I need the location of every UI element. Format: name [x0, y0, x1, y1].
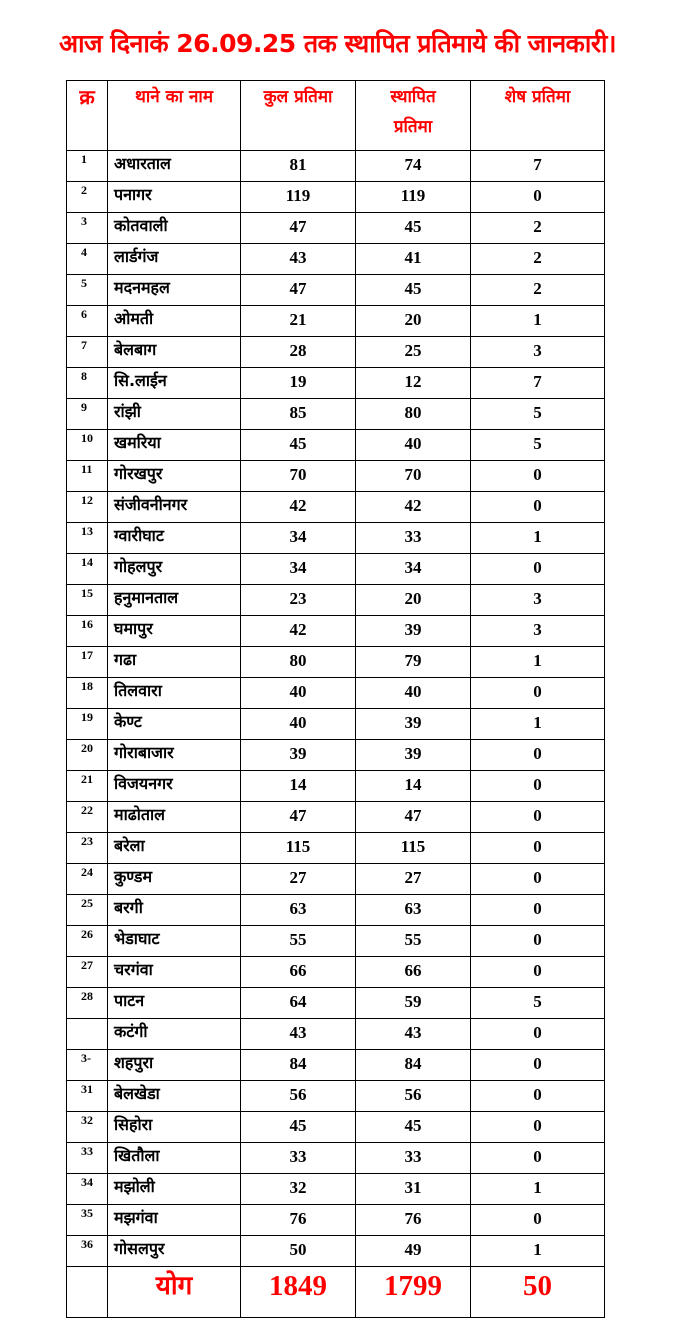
table-row — [67, 926, 605, 957]
table-row — [67, 616, 605, 647]
serial-cell: 4 — [67, 244, 108, 275]
serial-cell: 26 — [67, 926, 108, 957]
serial-cell: 16 — [67, 616, 108, 647]
serial-cell: 8 — [67, 368, 108, 399]
table-row — [67, 709, 605, 740]
serial-cell — [67, 1019, 108, 1050]
installed-cell: 119 — [356, 182, 471, 213]
serial-cell: 3- — [67, 1050, 108, 1081]
header-installed-line1: स्थापित — [390, 87, 436, 107]
total-cell: 45 — [241, 1112, 356, 1143]
table-row — [67, 771, 605, 802]
total-cell: 55 — [241, 926, 356, 957]
remaining-cell: 1 — [471, 523, 605, 554]
station-name-cell: रांझी — [108, 399, 241, 430]
remaining-cell: 0 — [471, 740, 605, 771]
serial-cell: 9 — [67, 399, 108, 430]
installed-cell: 49 — [356, 1236, 471, 1267]
station-name-cell: चरगंवा — [108, 957, 241, 988]
total-cell: 14 — [241, 771, 356, 802]
total-cell: 85 — [241, 399, 356, 430]
installed-cell: 47 — [356, 802, 471, 833]
installed-cell: 40 — [356, 678, 471, 709]
total-cell: 81 — [241, 151, 356, 182]
installed-cell: 31 — [356, 1174, 471, 1205]
remaining-cell: 0 — [471, 1019, 605, 1050]
total-cell: 47 — [241, 802, 356, 833]
table-row — [67, 368, 605, 399]
table-row — [67, 895, 605, 926]
station-name-cell: ग्वारीघाट — [108, 523, 241, 554]
installed-cell: 79 — [356, 647, 471, 678]
installed-cell: 27 — [356, 864, 471, 895]
total-sum: 1849 — [241, 1267, 356, 1318]
remaining-cell: 0 — [471, 1081, 605, 1112]
station-name-cell: बेलखेडा — [108, 1081, 241, 1112]
remaining-cell: 7 — [471, 368, 605, 399]
total-cell: 47 — [241, 213, 356, 244]
total-serial-cell — [67, 1267, 108, 1318]
page-title: आज दिनाकं 26.09.25 तक स्थापित प्रतिमाये की जानकारी। — [58, 29, 617, 58]
installed-cell: 45 — [356, 275, 471, 306]
total-cell: 47 — [241, 275, 356, 306]
station-name-cell: ओमती — [108, 306, 241, 337]
serial-cell: 24 — [67, 864, 108, 895]
station-name-cell: कोतवाली — [108, 213, 241, 244]
serial-cell: 17 — [67, 647, 108, 678]
station-name-cell: बेलबाग — [108, 337, 241, 368]
remaining-cell: 2 — [471, 275, 605, 306]
table-row — [67, 399, 605, 430]
serial-cell: 23 — [67, 833, 108, 864]
table-row — [67, 523, 605, 554]
installed-cell: 55 — [356, 926, 471, 957]
total-cell: 64 — [241, 988, 356, 1019]
station-name-cell: गोहलपुर — [108, 554, 241, 585]
header-installed-line2: प्रतिमा — [393, 117, 433, 137]
table-row — [67, 151, 605, 182]
serial-cell: 22 — [67, 802, 108, 833]
table-row — [67, 1205, 605, 1236]
remaining-cell: 1 — [471, 647, 605, 678]
serial-cell: 19 — [67, 709, 108, 740]
table-row — [67, 1236, 605, 1267]
installed-cell: 20 — [356, 585, 471, 616]
total-cell: 40 — [241, 678, 356, 709]
station-name-cell: मझगंवा — [108, 1205, 241, 1236]
total-cell: 84 — [241, 1050, 356, 1081]
remaining-cell: 0 — [471, 833, 605, 864]
table-row — [67, 430, 605, 461]
station-name-cell: गोराबाजार — [108, 740, 241, 771]
table-row — [67, 585, 605, 616]
serial-cell: 6 — [67, 306, 108, 337]
table-header — [67, 81, 605, 151]
total-cell: 70 — [241, 461, 356, 492]
table-row — [67, 833, 605, 864]
table-row — [67, 1050, 605, 1081]
remaining-cell: 3 — [471, 585, 605, 616]
installed-cell: 59 — [356, 988, 471, 1019]
remaining-cell: 0 — [471, 771, 605, 802]
remaining-cell: 0 — [471, 1112, 605, 1143]
total-cell: 43 — [241, 1019, 356, 1050]
remaining-cell: 0 — [471, 554, 605, 585]
installed-cell: 20 — [356, 306, 471, 337]
serial-cell: 12 — [67, 492, 108, 523]
serial-cell: 27 — [67, 957, 108, 988]
station-name-cell: बरेला — [108, 833, 241, 864]
installed-cell: 76 — [356, 1205, 471, 1236]
remaining-cell: 0 — [471, 461, 605, 492]
serial-cell: 34 — [67, 1174, 108, 1205]
total-cell: 76 — [241, 1205, 356, 1236]
table-row — [67, 182, 605, 213]
installed-cell: 33 — [356, 523, 471, 554]
table-row — [67, 306, 605, 337]
station-name-cell: केण्ट — [108, 709, 241, 740]
table-row — [67, 492, 605, 523]
installed-cell: 56 — [356, 1081, 471, 1112]
remaining-cell: 0 — [471, 926, 605, 957]
header-serial: क्र — [67, 81, 108, 151]
remaining-cell: 1 — [471, 1236, 605, 1267]
station-name-cell: लार्डगंज — [108, 244, 241, 275]
serial-cell: 15 — [67, 585, 108, 616]
station-name-cell: घमापुर — [108, 616, 241, 647]
remaining-cell: 1 — [471, 1174, 605, 1205]
remaining-cell: 0 — [471, 1050, 605, 1081]
remaining-cell: 3 — [471, 337, 605, 368]
installed-cell: 45 — [356, 213, 471, 244]
serial-cell: 36 — [67, 1236, 108, 1267]
serial-cell: 7 — [67, 337, 108, 368]
table-row — [67, 244, 605, 275]
table-row — [67, 647, 605, 678]
installed-cell: 115 — [356, 833, 471, 864]
total-cell: 19 — [241, 368, 356, 399]
remaining-cell: 0 — [471, 802, 605, 833]
header-remaining-idols: शेष प्रतिमा — [471, 81, 605, 151]
station-name-cell: अधारताल — [108, 151, 241, 182]
remaining-cell: 0 — [471, 957, 605, 988]
header-row — [67, 81, 605, 151]
station-name-cell: गोसलपुर — [108, 1236, 241, 1267]
table-row — [67, 802, 605, 833]
total-cell: 115 — [241, 833, 356, 864]
station-name-cell: पनागर — [108, 182, 241, 213]
table-row — [67, 1174, 605, 1205]
total-cell: 27 — [241, 864, 356, 895]
installed-sum: 1799 — [356, 1267, 471, 1318]
total-cell: 23 — [241, 585, 356, 616]
total-cell: 40 — [241, 709, 356, 740]
serial-cell: 13 — [67, 523, 108, 554]
remaining-cell: 0 — [471, 895, 605, 926]
remaining-cell: 0 — [471, 182, 605, 213]
total-cell: 42 — [241, 492, 356, 523]
table-row — [67, 1019, 605, 1050]
total-row — [67, 1267, 605, 1318]
serial-cell: 10 — [67, 430, 108, 461]
installed-cell: 14 — [356, 771, 471, 802]
table-row — [67, 1143, 605, 1174]
table-row — [67, 1081, 605, 1112]
table-row — [67, 275, 605, 306]
installed-cell: 25 — [356, 337, 471, 368]
table-footer — [67, 1267, 605, 1318]
serial-cell: 11 — [67, 461, 108, 492]
installed-cell: 39 — [356, 709, 471, 740]
table-row — [67, 554, 605, 585]
remaining-cell: 0 — [471, 1205, 605, 1236]
installed-cell: 39 — [356, 616, 471, 647]
installed-cell: 40 — [356, 430, 471, 461]
station-name-cell: सि.लाईन — [108, 368, 241, 399]
serial-cell: 18 — [67, 678, 108, 709]
total-cell: 21 — [241, 306, 356, 337]
station-name-cell: खितौला — [108, 1143, 241, 1174]
serial-cell: 3 — [67, 213, 108, 244]
total-cell: 39 — [241, 740, 356, 771]
total-cell: 56 — [241, 1081, 356, 1112]
table-row — [67, 957, 605, 988]
station-name-cell: मदनमहल — [108, 275, 241, 306]
remaining-cell: 0 — [471, 678, 605, 709]
remaining-cell: 0 — [471, 864, 605, 895]
serial-cell: 1 — [67, 151, 108, 182]
table-body — [67, 151, 605, 1267]
installed-cell: 33 — [356, 1143, 471, 1174]
installed-cell: 34 — [356, 554, 471, 585]
serial-cell: 35 — [67, 1205, 108, 1236]
installed-cell: 39 — [356, 740, 471, 771]
remaining-cell: 0 — [471, 492, 605, 523]
station-name-cell: मझोली — [108, 1174, 241, 1205]
total-cell: 80 — [241, 647, 356, 678]
idol-installation-table — [66, 80, 605, 1318]
total-cell: 119 — [241, 182, 356, 213]
total-cell: 43 — [241, 244, 356, 275]
table-row — [67, 678, 605, 709]
serial-cell: 33 — [67, 1143, 108, 1174]
station-name-cell: बरगी — [108, 895, 241, 926]
serial-cell: 21 — [67, 771, 108, 802]
remaining-cell: 0 — [471, 1143, 605, 1174]
station-name-cell: सिहोरा — [108, 1112, 241, 1143]
station-name-cell: गोरखपुर — [108, 461, 241, 492]
serial-cell: 20 — [67, 740, 108, 771]
remaining-cell: 1 — [471, 306, 605, 337]
serial-cell: 28 — [67, 988, 108, 1019]
station-name-cell: कटंगी — [108, 1019, 241, 1050]
total-label: योग — [108, 1267, 241, 1318]
table-row — [67, 988, 605, 1019]
remaining-cell: 5 — [471, 430, 605, 461]
installed-cell: 84 — [356, 1050, 471, 1081]
remaining-cell: 2 — [471, 213, 605, 244]
total-cell: 42 — [241, 616, 356, 647]
header-station-name: थाने का नाम — [108, 81, 241, 151]
station-name-cell: भेडाघाट — [108, 926, 241, 957]
station-name-cell: माढोताल — [108, 802, 241, 833]
serial-cell: 25 — [67, 895, 108, 926]
installed-cell: 42 — [356, 492, 471, 523]
remaining-cell: 3 — [471, 616, 605, 647]
installed-cell: 63 — [356, 895, 471, 926]
remaining-sum: 50 — [471, 1267, 605, 1318]
table-row — [67, 864, 605, 895]
remaining-cell: 5 — [471, 399, 605, 430]
header-total-idols: कुल प्रतिमा — [241, 81, 356, 151]
table-row — [67, 337, 605, 368]
table-row — [67, 740, 605, 771]
installed-cell: 45 — [356, 1112, 471, 1143]
serial-cell: 32 — [67, 1112, 108, 1143]
installed-cell: 12 — [356, 368, 471, 399]
station-name-cell: तिलवारा — [108, 678, 241, 709]
station-name-cell: कुण्डम — [108, 864, 241, 895]
total-cell: 34 — [241, 523, 356, 554]
serial-cell: 14 — [67, 554, 108, 585]
total-cell: 45 — [241, 430, 356, 461]
remaining-cell: 2 — [471, 244, 605, 275]
serial-cell: 31 — [67, 1081, 108, 1112]
installed-cell: 70 — [356, 461, 471, 492]
table-row — [67, 461, 605, 492]
station-name-cell: खमरिया — [108, 430, 241, 461]
total-cell: 50 — [241, 1236, 356, 1267]
station-name-cell: गढा — [108, 647, 241, 678]
total-cell: 34 — [241, 554, 356, 585]
station-name-cell: हनुमानताल — [108, 585, 241, 616]
remaining-cell: 1 — [471, 709, 605, 740]
station-name-cell: शहपुरा — [108, 1050, 241, 1081]
remaining-cell: 7 — [471, 151, 605, 182]
station-name-cell: संजीवनीनगर — [108, 492, 241, 523]
remaining-cell: 5 — [471, 988, 605, 1019]
installed-cell: 74 — [356, 151, 471, 182]
installed-cell: 41 — [356, 244, 471, 275]
total-cell: 32 — [241, 1174, 356, 1205]
table-row — [67, 1112, 605, 1143]
installed-cell: 43 — [356, 1019, 471, 1050]
table-row — [67, 213, 605, 244]
station-name-cell: विजयनगर — [108, 771, 241, 802]
station-name-cell: पाटन — [108, 988, 241, 1019]
installed-cell: 80 — [356, 399, 471, 430]
total-cell: 66 — [241, 957, 356, 988]
installed-cell: 66 — [356, 957, 471, 988]
total-cell: 28 — [241, 337, 356, 368]
serial-cell: 5 — [67, 275, 108, 306]
serial-cell: 2 — [67, 182, 108, 213]
header-installed-idols — [356, 81, 471, 151]
total-cell: 33 — [241, 1143, 356, 1174]
total-cell: 63 — [241, 895, 356, 926]
